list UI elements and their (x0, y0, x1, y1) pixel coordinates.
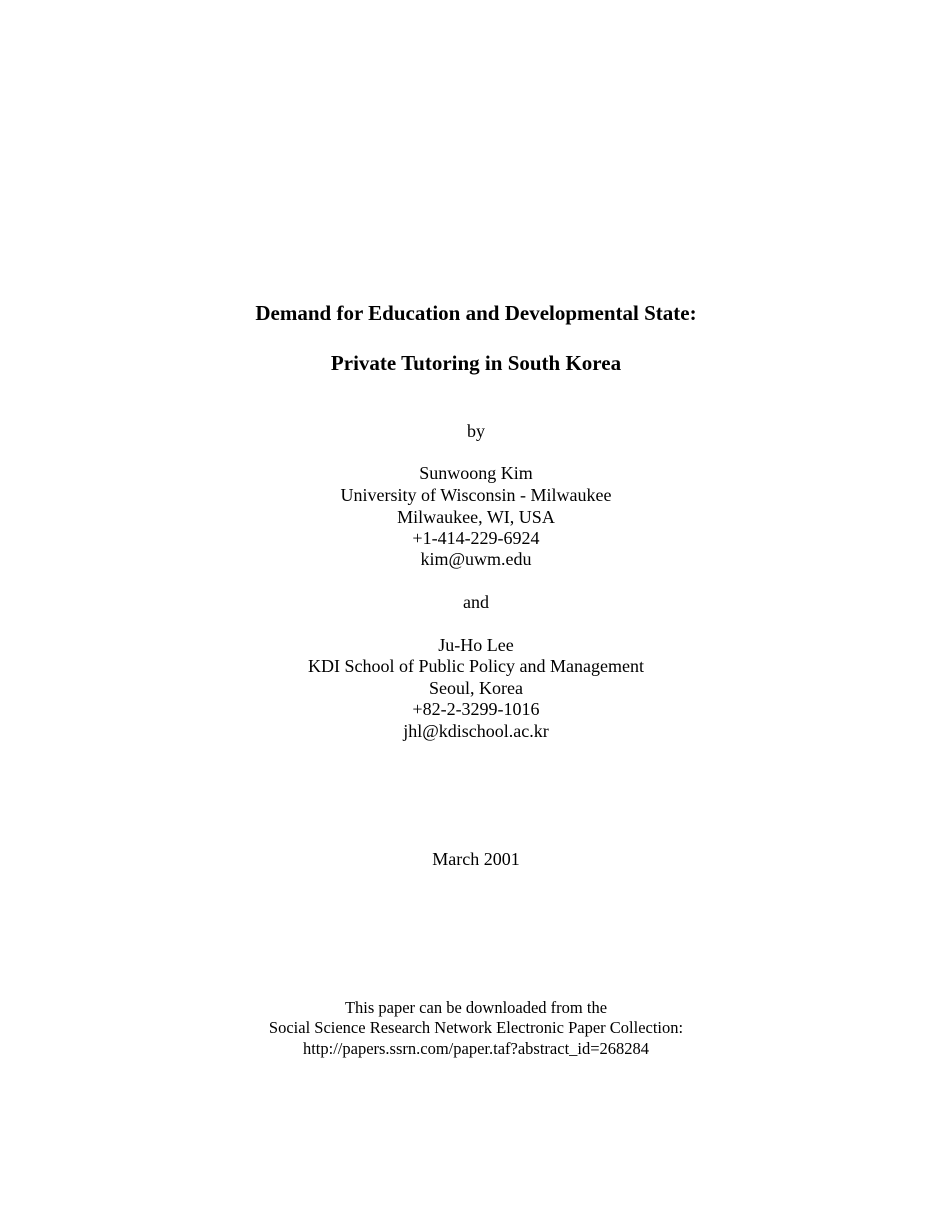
author-affiliation: KDI School of Public Policy and Management (308, 656, 644, 676)
download-note-line-2: Social Science Research Network Electronic Paper Collection: (268, 1018, 684, 1037)
author-email: jhl@kdischool.ac.kr (403, 721, 549, 741)
paper-title-line-1: Demand for Education and Developmental State: (255, 301, 697, 325)
author-phone: +1-414-229-6924 (412, 528, 540, 548)
by-label: by (467, 421, 485, 441)
download-url: http://papers.ssrn.com/paper.taf?abstract_id=268284 (302, 1039, 650, 1058)
paper-title-line-2: Private Tutoring in South Korea (330, 351, 622, 375)
author-location: Seoul, Korea (429, 678, 523, 698)
author-phone: +82-2-3299-1016 (412, 699, 540, 719)
download-note-line-1: This paper can be downloaded from the (344, 998, 608, 1017)
author-location: Milwaukee, WI, USA (397, 507, 555, 527)
and-label: and (463, 592, 489, 612)
author-affiliation: University of Wisconsin - Milwaukee (340, 485, 612, 505)
author-name: Sunwoong Kim (419, 463, 533, 483)
paper-date: March 2001 (432, 849, 520, 869)
author-email: kim@uwm.edu (420, 549, 532, 569)
author-name: Ju-Ho Lee (438, 635, 514, 655)
